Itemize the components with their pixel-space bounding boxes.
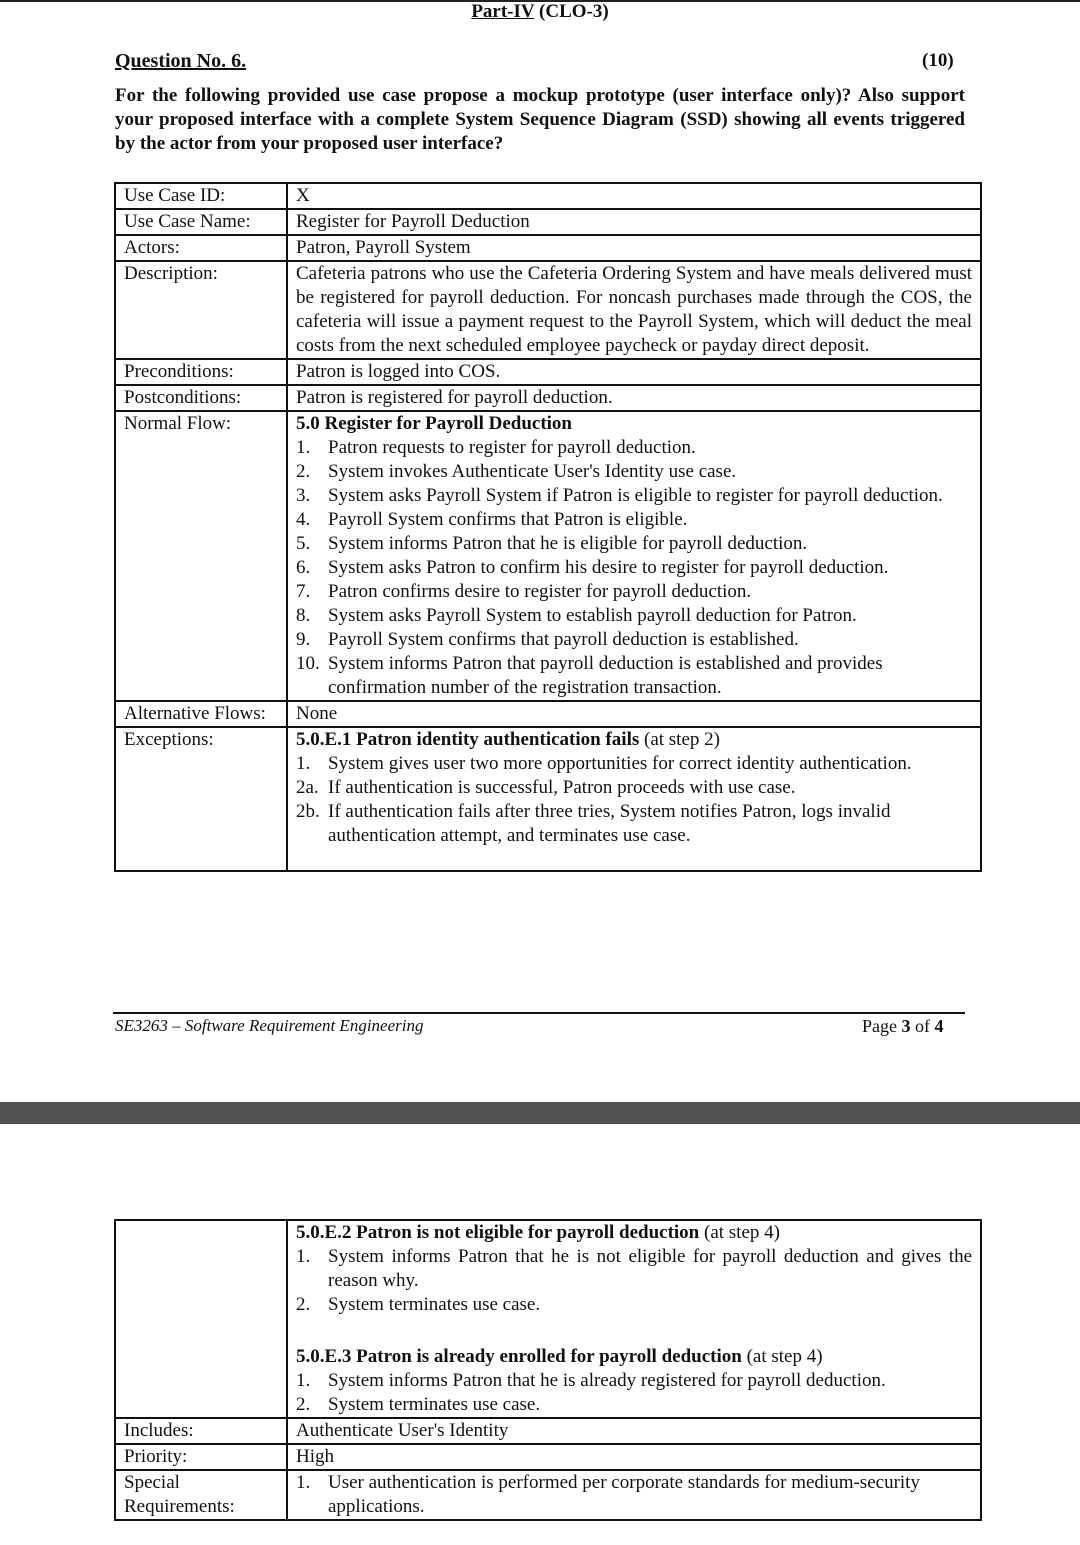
list-item: 10. System informs Patron that payroll deduction is established and provides confirmation number of the registration transaction.: [296, 653, 883, 698]
row-special-requirements: [115, 1470, 981, 1520]
row-alternative-flows: [115, 701, 981, 727]
label-normal-flow: Normal Flow:: [115, 411, 287, 701]
exception-e2-heading: 5.0.E.2 Patron is not eligible for payroll deduction (at step 4): [296, 1222, 780, 1243]
row-exceptions-continued: [115, 1220, 981, 1418]
value-priority: High: [287, 1444, 981, 1470]
label-exceptions: Exceptions:: [115, 727, 287, 871]
value-exceptions-continued: [287, 1220, 981, 1418]
question-body: For the following provided use case propose a mockup prototype (user interface only)? Also support your proposed interface with a complete System Sequence Diagram (SSD) showing all events triggered by the actor from your proposed user interface?: [115, 85, 965, 154]
value-description: Cafeteria patrons who use the Cafeteria Ordering System and have meals delivered must be registered for payroll deduction. For noncash purchases made through the COS, the cafeteria will issue a payment request to the Payroll System, which will deduct the meal costs from the next scheduled employee paycheck or payday direct deposit.: [287, 261, 981, 359]
row-postconditions: [115, 385, 981, 411]
row-use-case-name: [115, 209, 981, 235]
row-normal-flow: [115, 411, 981, 701]
exception-e1-items: [296, 752, 972, 848]
list-item: 2a. If authentication is successful, Patron proceeds with use case.: [296, 777, 796, 798]
value-includes: Authenticate User's Identity: [287, 1418, 981, 1444]
label-description: Description:: [115, 261, 287, 359]
list-item: 2. System invokes Authenticate User's Identity use case.: [296, 461, 737, 482]
label-use-case-id: Use Case ID:: [115, 183, 287, 209]
label-special-requirements: Special Requirements:: [115, 1470, 287, 1520]
list-item: 4. Payroll System confirms that Patron is eligible.: [296, 509, 688, 530]
row-use-case-id: [115, 183, 981, 209]
exception-e3-items: [296, 1369, 972, 1417]
exception-e1-heading: 5.0.E.1 Patron identity authentication fails (at step 2): [296, 729, 720, 750]
list-item: 1. System gives user two more opportunities for correct identity authentication.: [296, 753, 912, 774]
list-item: 9. Payroll System confirms that payroll deduction is established.: [296, 629, 799, 650]
list-item: 6. System asks Patron to confirm his desire to register for payroll deduction.: [296, 557, 889, 578]
use-case-table: [114, 182, 982, 872]
label-use-case-name: Use Case Name:: [115, 209, 287, 235]
question-title: Question No. 6.: [115, 50, 247, 72]
list-item: 3. System asks Payroll System if Patron is eligible to register for payroll deduction.: [296, 485, 943, 506]
label-exceptions-continued: [115, 1220, 287, 1418]
label-actors: Actors:: [115, 235, 287, 261]
row-exceptions: [115, 727, 981, 871]
row-description: [115, 261, 981, 359]
part-label: Part-IV: [471, 1, 535, 22]
clo-label: (CLO-3): [539, 1, 609, 22]
normal-flow-heading: 5.0 Register for Payroll Deduction: [296, 413, 572, 434]
label-postconditions: Postconditions:: [115, 385, 287, 411]
part-title: [0, 0, 1080, 24]
exception-e2-items: [296, 1245, 972, 1317]
label-priority: Priority:: [115, 1444, 287, 1470]
list-item: 1. System informs Patron that he is already registered for payroll deduction.: [296, 1370, 886, 1391]
label-preconditions: Preconditions:: [115, 359, 287, 385]
value-alternative-flows: None: [287, 701, 981, 727]
value-use-case-id: X: [287, 183, 981, 209]
value-exceptions: [287, 727, 981, 871]
list-item: 1. User authentication is performed per corporate standards for medium-security applications.: [296, 1472, 920, 1517]
row-includes: [115, 1418, 981, 1444]
footer-course: SE3263 – Software Requirement Engineering: [115, 1016, 424, 1035]
value-normal-flow: [287, 411, 981, 701]
list-item: 2. System terminates use case.: [296, 1394, 541, 1415]
label-alternative-flows: Alternative Flows:: [115, 701, 287, 727]
page-divider: [0, 1102, 1080, 1124]
row-actors: [115, 235, 981, 261]
list-item: 7. Patron confirms desire to register for payroll deduction.: [296, 581, 752, 602]
list-item: 2b. If authentication fails after three tries, System notifies Patron, logs invalid authentication attempt, and terminates use case.: [296, 801, 891, 846]
list-item: 1. Patron requests to register for payroll deduction.: [296, 437, 696, 458]
value-postconditions: Patron is registered for payroll deduction.: [287, 385, 981, 411]
value-special-requirements: [287, 1470, 981, 1520]
value-preconditions: Patron is logged into COS.: [287, 359, 981, 385]
list-item: 2. System terminates use case.: [296, 1294, 541, 1315]
list-item: 1. System informs Patron that he is not eligible for payroll deduction and gives the reason why.: [296, 1246, 972, 1291]
exception-e3-heading: 5.0.E.3 Patron is already enrolled for payroll deduction (at step 4): [296, 1346, 823, 1367]
row-preconditions: [115, 359, 981, 385]
list-item: 8. System asks Payroll System to establish payroll deduction for Patron.: [296, 605, 857, 626]
normal-flow-steps: [296, 436, 972, 700]
label-includes: Includes:: [115, 1418, 287, 1444]
value-use-case-name: Register for Payroll Deduction: [287, 209, 981, 235]
footer-page: Page 3 of 4: [862, 1016, 944, 1036]
row-priority: [115, 1444, 981, 1470]
footer-rule: [113, 1012, 965, 1014]
use-case-table-continued: [114, 1219, 982, 1521]
value-actors: Patron, Payroll System: [287, 235, 981, 261]
list-item: 5. System informs Patron that he is eligible for payroll deduction.: [296, 533, 808, 554]
question-marks: (10): [922, 50, 954, 71]
